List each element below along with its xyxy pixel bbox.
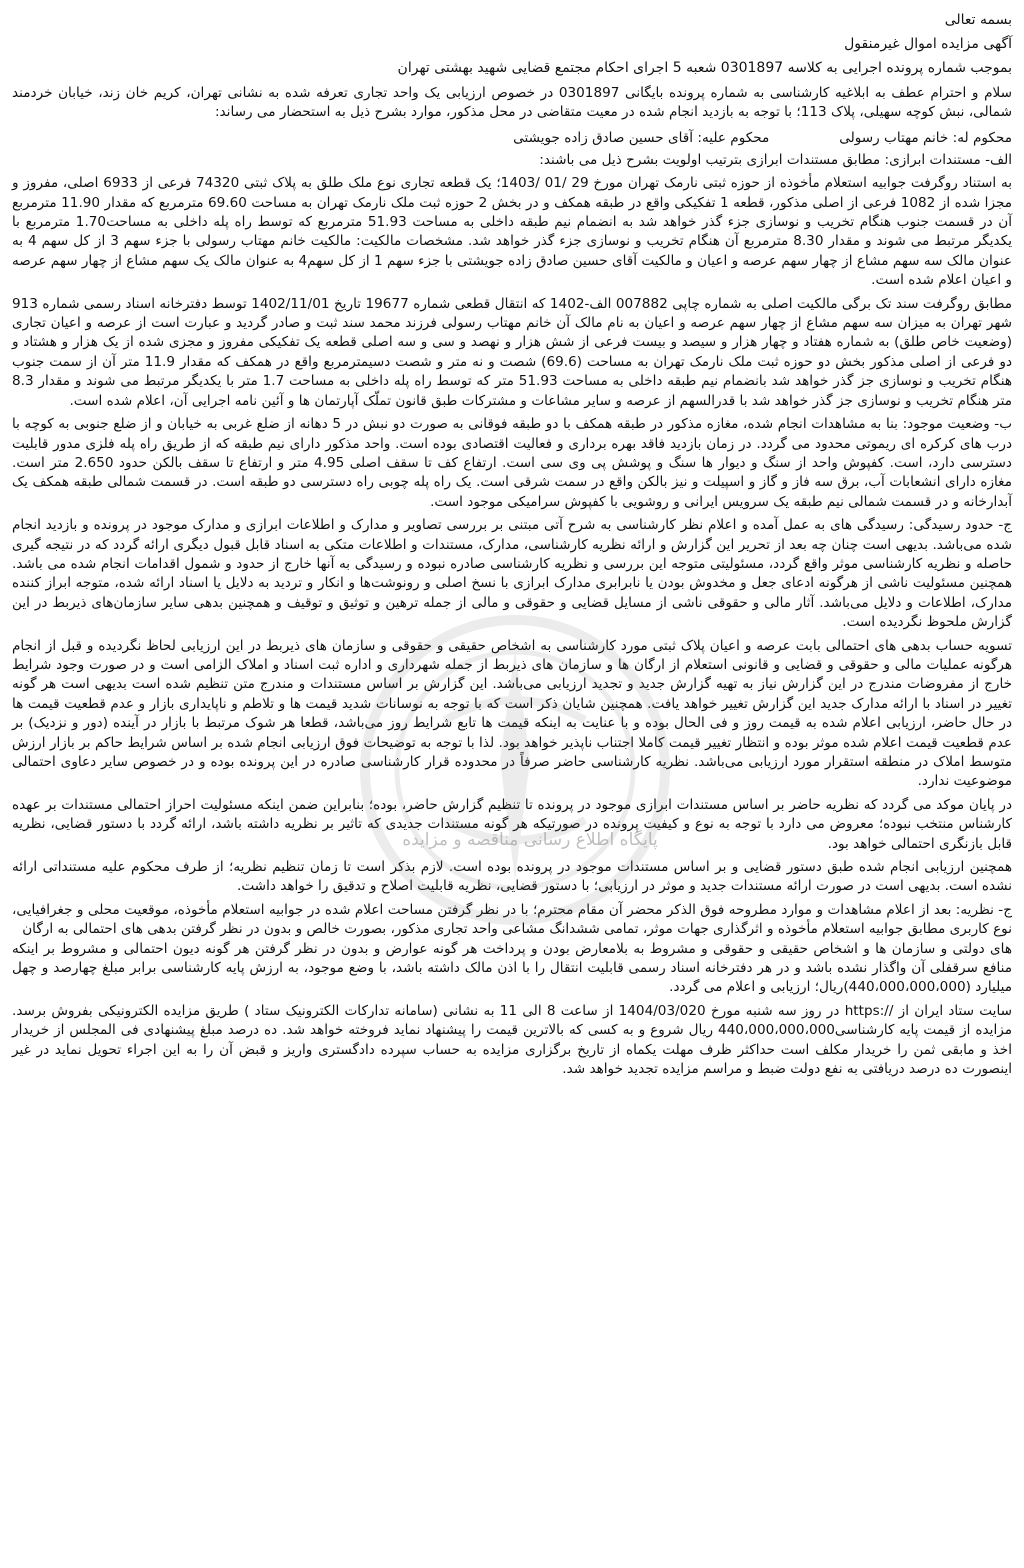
section-d-opinion-part1: ج- نظریه: بعد از اعلام مشاهدات و موارد مطروحه فوق الذکر محضر آن مقام محترم؛ با در نظر گرفتن مساحت اعلام شده در جوابیه استعلام مأخوذه، موقعیت محلی و جغرافیایی، نوع کاربری مطابق جوابیه استعلام مأخوذه و اثرگذاری جهات موثر، تمامی ششدانگ مشاعی واحد تجاری مذکور، بصورت خالص و بدون در نظر گرفتن بدهی های احتمالی به ارگان (12, 901, 1012, 938)
parties-row (12, 127, 1012, 149)
section-d-opinion-part2: های دولتی و سازمان ها و اشخاص حقیقی و حقوقی و مشروط به بلامعارض بودن و پرداخت هر گونه عوارض و بدون در نظر گرفتن هر گونه دیون احتمالی و مشروط بر اینکه منافع سرقفلی آن واگذار نشده باشد و در هر دفترخانه اسناد رسمی قابلیت انتقال را با اذن مالک داشته باشد، با وضع موجود، به ارزش پایه کارشناسی برابر مبلغ چهارصد و چهل میلیارد (440،000،000،000)ریال؛ ارزیابی و اعلام می گردد. (12, 940, 1012, 996)
section-c-scope: ج- حدود رسیدگی: رسیدگی های به عمل آمده و اعلام نظر کارشناسی به شرح آتی مبتنی بر بررسی تصاویر و مدارک و اطلاعات ابرازی و مدارک موجود در پرونده و بازدید انجام شده می‌باشد. بدیهی است چنان چه بعد از تحریر این گزارش و ارائه نظریه کارشناسی، مدارک، مستندات و اطلاعات متکی به اسناد قابل قبول دیگری ارائه گردد که در نتیجه گیری حاصله و نظریه کارشناسی موثر واقع گردد، مسئولیتی متوجه این بررسی و نظریه کارشناسی صادره نبوده و رسیدگی به آنها خارج از حدود و شمول اقدامات انجام شده می باشد. همچنین مسئولیت ناشی از هرگونه ادعای جعل و مخدوش بودن یا نابرابری مدارک ابرازی با نسخ اصلی و رونوشت‌ها و انکار و تردید به دلایل یا اسناد ارائه شده، متوجه ابراز کننده مدارک، اطلاعات و دلایل می‌باشد. آثار مالی و حقوقی ناشی از مسایل قضایی و حقوقی و مالی از جمله ترهین و توثیق و توقیف و همچنین بدهی سایر سازمان‌های ذیربط در این گزارش ملحوظ نگردیده است. (12, 517, 1012, 631)
beneficiary: محکوم له: خانم مهتاب رسولی (839, 129, 1012, 146)
notice-title: آگهی مزایده اموال غیرمنقول (844, 36, 1012, 52)
auction-details: سایت ستاد ایران از //:https در روز سه شنبه مورخ 1404/03/020 از ساعت 8 الی 11 به نشانی (سامانه تدارکات الکترونیک ستاد ) طریق مزایده الکترونیکی بفروش برسد. مزایده از قیمت پایه کارشناسی440،000،000،000 ریال شروع و به کسی که بالاترین قیمت را پیشنهاد نماید فروخته خواهد شد. ده درصد مبلغ پیشنهادی فی المجلس از خریدار اخذ و مابقی ثمن را خریدار مکلف است حداکثر ظرف مهلت یکماه از تاریخ برگزاری مزایده به حساب سپرده دادگستری واریز و قبض آن را به این اجراء تحویل نماید در غیر اینصورت ده درصد دریافتی به نفع دولت ضبط و مراسم مزایده تجدید خواهد شد. (12, 1002, 1013, 1078)
case-line: بموجب شماره پرونده اجرایی به کلاسه 0301897 شعبه 5 اجرای احکام مجتمع قضایی شهید بهشتی تهران (397, 60, 1012, 76)
watermark-label: پایگاه اطلاع رسانی مناقصه و مزایده (402, 830, 658, 850)
intro-paragraph: سلام و احترام عطف به ابلاغیه کارشناسی به شماره پرونده بایگانی 0301897 در خصوص ارزیابی یک واحد تجاری تعرفه شده به نشانی تهران، کریم خان زند، خیابان خردمند شمالی، نبش کوچه سهیلی، پلاک 113؛ با توجه به بازدید انجام شده در معیت متقاضی در محل مذکور، موارد بشرح ذیل به استحضار می رساند: (12, 85, 1012, 121)
section-c-settlement: تسویه حساب بدهی های احتمالی بابت عرصه و اعیان پلاک ثبتی مورد کارشناسی به اشخاص حقیقی و حقوقی و سازمان های ذیربط در این ارزیابی لحاظ نگردیده و قبل از انجام هرگونه عملیات مالی و حقوقی و قضایی و قانونی استعلام از ارگان ها و سازمان های ذیربط از جمله شهرداری و اداره ثبت اسناد و املاک الزامی است و در صورت وجود شرایط خارج از مفروضات مندرج در این گزارش نیاز به تهیه گزارش جدید و تجدید ارزیابی می‌باشد. این گزارش بر اساس مستندات و مندرج متن تنظیم شده است بدیهی است هر گونه تغییر در اسناد با ارائه مدارک جدید این گزارش تغییر خواهد یافت. همچنین شایان ذکر است که با توجه به نوسانات شدید قیمت ها و تلاطم و ناپایداری بازار و عدم قطعیت قیمت ها در حال حاضر، ارزیابی اعلام شده به قیمت روز و فی الحال بوده و با عنایت به اینکه قیمت ها تابع شرایط روز می‌باشد، قطعا هر شوک مرتبط با بازار در آینده (دور و نزدیک) بر عدم قطعیت قیمت اعلام شده موثر بوده و انتظار تغییر قیمت کاملا اجتناب ناپذیر خواهد بود. لذا با توجه به توضیحات فوق ارزیابی انجام شده بر اساس شرایط حاکم بر بازار ارزش متوسط املاک در منطقه استقرار مورد ارزیابی می‌باشد. نظریه کارشناسی حاضر صرفاً در محدوده قرار کارشناسی صادره در این پرونده بوده و در خصوص سایر دعاوی احتمالی موضوعیت ندارد. (12, 637, 1012, 790)
section-c-judicial-order: همچنین ارزیابی انجام شده طبق دستور قضایی و بر اساس مستندات موجود در پرونده بوده است. لازم بذکر است تا زمان تنظیم نظریه؛ از طرف محکوم علیه مستنداتی ارائه نشده است. بدیهی است در صورت ارائه مستندات جدید و موثر در ارزیابی؛ با دستور قضایی، نظریه قابلیت اصلاح و تدقیق را خواهد داشت. (12, 859, 1012, 895)
bismillah: بسمه تعالی (944, 12, 1012, 28)
section-c-conclusion: در پایان موکد می گردد که نظریه حاضر بر اساس مستندات ابرازی موجود در پرونده تا تنظیم گزارش حاضر، بوده؛ بنابراین ضمن اینکه مسئولیت احراز احتمالی مستندات بر عهده کارشناس منتخب نبوده؛ معروض می دارد با توجه به نوع و کیفیت پرونده در صورتیکه هر گونه مستندات جدیدی که تاثیر بر نظریه داشته باشد، ارائه گردد با دستور قضایی، نظریه قابل بازنگری احتمالی خواهد بود. (12, 796, 1012, 852)
section-a-registry-paragraph: به استناد روگرفت جوابیه استعلام مأخوذه از حوزه ثبتی نارمک تهران مورخ 29 /01 /1403؛ یک قطعه تجاری نوع ملک طلق به پلاک ثبتی 74320 فرعی از 6933 اصلی، مفروز و مجزا شده از 1082 فرعی از اصلی مذکور، قطعه 1 تفکیکی واقع در طبقه همکف و در بخش 2 حوزه ثبت ملک نارمک تهران به مساحت 69.60 مترمربع که مقدار 11.90 مترمربع آن در قسمت جنوب هنگام تخریب و نوسازی جزء گذر خواهد شد به انضمام نیم طبقه داخلی به مساحت 51.93 مترمربع که توسط راه پله داخلی به مساحت1.70 مترمربع با یکدیگر مرتبط می شوند و مقدار 8.30 مترمربع آن هنگام تخریب و نوسازی جزء گذر خواهد شد. مشخصات مالکیت: مالکیت خانم مهتاب رسولی با جزء سهم 3 از کل سهم 4 به عنوان مالک سه سهم مشاع از چهار سهم عرصه و اعیان و مالکیت آقای حسین صادق زاده جویشتی با جزء سهم 1 از کل سهم4 به عنوان مالک یک سهم مشاع از چهار سهم عرصه و اعیان اعلام شده است. (12, 175, 1013, 289)
section-a-title: الف- مستندات ابرازی: مطابق مستندات ابرازی بترتیب اولویت بشرح ذیل می باشند: (539, 151, 1012, 168)
debtor: محکوم علیه: آقای حسین صادق زاده جویشتی (513, 129, 770, 146)
section-b-current-status: ب- وضعیت موجود: بنا به مشاهدات انجام شده، مغازه مذکور در طبقه همکف با دو طبقه فوقانی به صورت دو نبش در 5 دهانه از ضلع غربی به خیابان و از ضلع جنوبی به کوچه با درب های کرکره ای ریموتی محدود می گردد. در زمان بازدید فاقد بهره برداری و فعالیت اقتصادی بوده است. واحد مذکور دارای نیم طبقه که از طریق راه پله فلزی مدور قابلیت دسترسی دارد، است. کفپوش واحد از سنگ و دیوار ها سنگ و پوشش پی وی سی است. ارتفاع کف تا سقف اصلی 4.95 متر و ارتفاع تا سقف بالکن حدود 2.650 متر است. مغازه دارای انشعابات آب، برق سه فاز و گاز و اسپیلت و نیز بالکن واقع در سمت شرقی است. یک راه پله چوبی راه دسترسی دو طبقه است. در قسمت شمالی طبقه همکف یک آبدارخانه و در قسمت شمالی نیم طبقه یک سرویس ایرانی و روشویی با کفپوش سرامیکی موجود است. (12, 416, 1012, 510)
section-a-deed-paragraph: مطابق روگرفت سند تک برگی مالکیت اصلی به شماره چاپی 007882 الف-1402 که انتقال قطعی شماره 19677 تاریخ 1402/11/01 توسط دفترخانه اسناد رسمی شماره 913 شهر تهران به میزان سه سهم مشاع از چهار سهم عرصه و اعیان به نام مالک آن خانم مهتاب رسولی فرزند محمد سند ثبت و صادر گردید و عبارت است از عرصه و اعیان تجاری (وضعیت خاص طلق) به شماره هفتاد و چهار هزار و سیصد و بیست فرعی از شش هزار و نهصد و سی و سه اصلی قطعه یک تفکیکی مفروز و مجزی شده از یک هزار و هشتاد و دو فرعی از اصلی مذکور بخش دو حوزه ثبت ملک نارمک تهران به مساحت (69.6) شصت و نه متر و شصت دسیمترمربع واقع در همکف که مقدار 11.9 متر آن از سمت جنوب هنگام تخریب و نوسازی جز گذر خواهد شد بانضمام نیم طبقه داخلی به مساحت 51.93 متر که توسط راه پله داخلی به مساحت 1.7 متر با یکدیگر مرتبط می شوند و مقدار 8.3 متر هنگام تخریب و نوسازی جز گذر خواهد شد با قدرالسهم از عرصه و سایر مشاعات و مشترکات طبق قانون تملّک آپارتمان ها و آئین نامه اجرایی آن، اعلام شده است. (12, 295, 1012, 409)
